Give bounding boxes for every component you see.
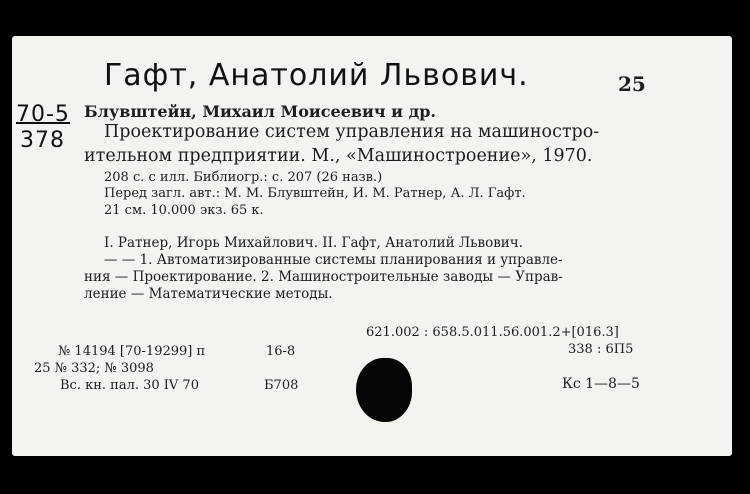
catalog-code: Кс 1—8—5	[562, 376, 640, 392]
tracing-line-4: ление — Математические методы.	[84, 286, 333, 302]
book-chamber-line: Вс. кн. пал. 30 IV 70	[60, 378, 199, 393]
entry-author: Блувштейн, Михаил Моисеевич и др.	[84, 102, 436, 121]
authors-note: Перед загл. авт.: М. М. Блувштейн, И. М. Ратнер, А. Л. Гафт.	[104, 186, 526, 201]
tracing-line-1: I. Ратнер, Игорь Михайлович. II. Гафт, Анатолий Львович.	[104, 235, 524, 251]
record-number: № 14194 [70-19299] п	[58, 344, 206, 359]
ink-blot	[356, 358, 412, 422]
title-line-2: ительном предприятии. М., «Машиностроение», 1970.	[84, 146, 593, 166]
bbk-classification: 338 : 6П5	[568, 342, 634, 357]
physical-description: 208 с. с илл. Библиогр.: с. 207 (26 назв.)	[104, 170, 383, 185]
record-code: 16-8	[266, 344, 296, 359]
size-print-run: 21 см. 10.000 экз. 65 к.	[104, 203, 264, 218]
card-number: 25	[618, 72, 646, 96]
shelf-mark-bottom: 378	[20, 128, 65, 153]
catalog-card	[12, 36, 732, 456]
shelf-mark-top: 70-5	[16, 102, 70, 127]
batch-code: Б708	[264, 378, 299, 393]
handwritten-heading: Гафт, Анатолий Львович.	[104, 58, 529, 93]
tracing-line-2: — — 1. Автоматизированные системы планирования и управле-	[104, 252, 563, 268]
tracing-line-3: ния — Проектирование. 2. Машиностроительные заводы — Управ-	[84, 269, 563, 285]
title-line-1: Проектирование систем управления на машиностро-	[104, 122, 600, 142]
ledger-line: 25 № 332; № 3098	[34, 361, 154, 376]
udc-classification: 621.002 : 658.5.011.56.001.2+[016.3]	[366, 325, 619, 340]
